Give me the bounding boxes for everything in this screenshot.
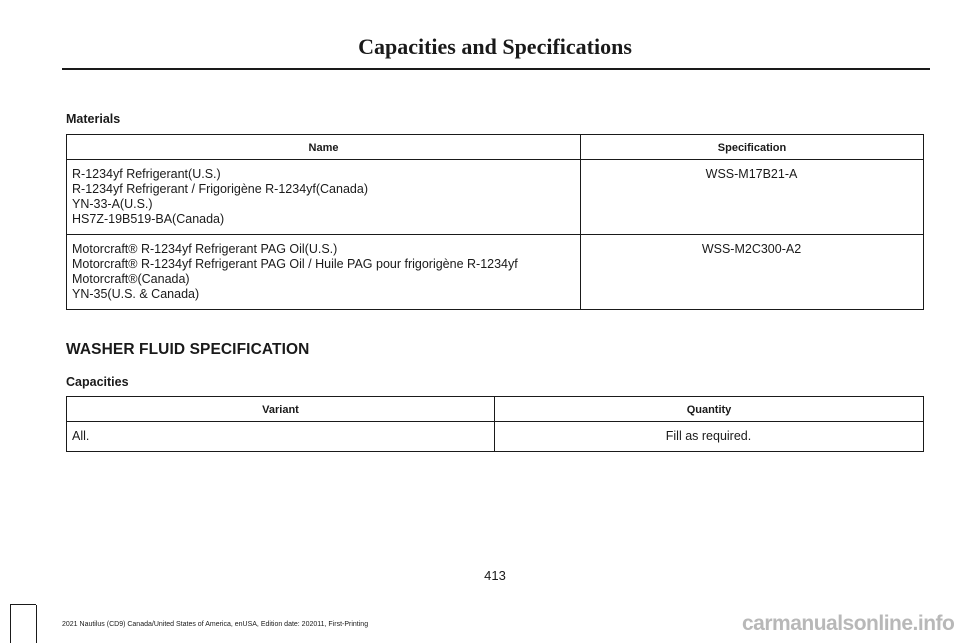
column-header-specification: Specification: [581, 135, 924, 160]
material-name-line: YN-33-A(U.S.): [72, 197, 153, 211]
material-name-cell: [67, 235, 581, 310]
page-number: 413: [484, 568, 506, 583]
header-divider: [62, 68, 930, 70]
washer-fluid-heading: WASHER FLUID SPECIFICATION: [66, 341, 310, 358]
material-name-line: R-1234yf Refrigerant / Frigorigène R-1234yf(Canada): [72, 182, 368, 196]
quantity-cell: Fill as required.: [495, 422, 924, 452]
crop-mark: [10, 604, 36, 605]
watermark: carmanualsonline.info: [742, 612, 955, 635]
material-name-line: YN-35(U.S. & Canada): [72, 287, 200, 301]
column-header-quantity: Quantity: [495, 397, 924, 422]
crop-mark: [10, 605, 11, 643]
column-header-variant: Variant: [67, 397, 495, 422]
material-name-cell: [67, 160, 581, 235]
page-title: Capacities and Specifications: [358, 34, 632, 59]
material-name-line: HS7Z-19B519-BA(Canada): [72, 212, 225, 226]
table-row: [67, 235, 924, 310]
material-specification-cell: WSS-M2C300-A2: [581, 235, 924, 310]
materials-table: [66, 134, 924, 310]
crop-mark: [36, 605, 37, 643]
material-name-line: Motorcraft® R-1234yf Refrigerant PAG Oil / Huile PAG pour frigorigène R-1234yf: [72, 257, 518, 271]
capacities-label: Capacities: [66, 375, 129, 389]
table-header-row: [67, 135, 924, 160]
material-name-line: Motorcraft® R-1234yf Refrigerant PAG Oil(U.S.): [72, 242, 338, 256]
table-row: [67, 422, 924, 452]
capacities-table: [66, 396, 924, 452]
material-name-line: R-1234yf Refrigerant(U.S.): [72, 167, 221, 181]
material-name-line: Motorcraft®(Canada): [72, 272, 190, 286]
column-header-name: Name: [67, 135, 581, 160]
table-header-row: [67, 397, 924, 422]
materials-label: Materials: [66, 112, 121, 126]
material-specification-cell: WSS-M17B21-A: [581, 160, 924, 235]
variant-cell: All.: [67, 422, 495, 452]
edition-note: 2021 Nautilus (CD9) Canada/United States of America, enUSA, Edition date: 202011, First-Printing: [62, 621, 369, 628]
table-row: [67, 160, 924, 235]
